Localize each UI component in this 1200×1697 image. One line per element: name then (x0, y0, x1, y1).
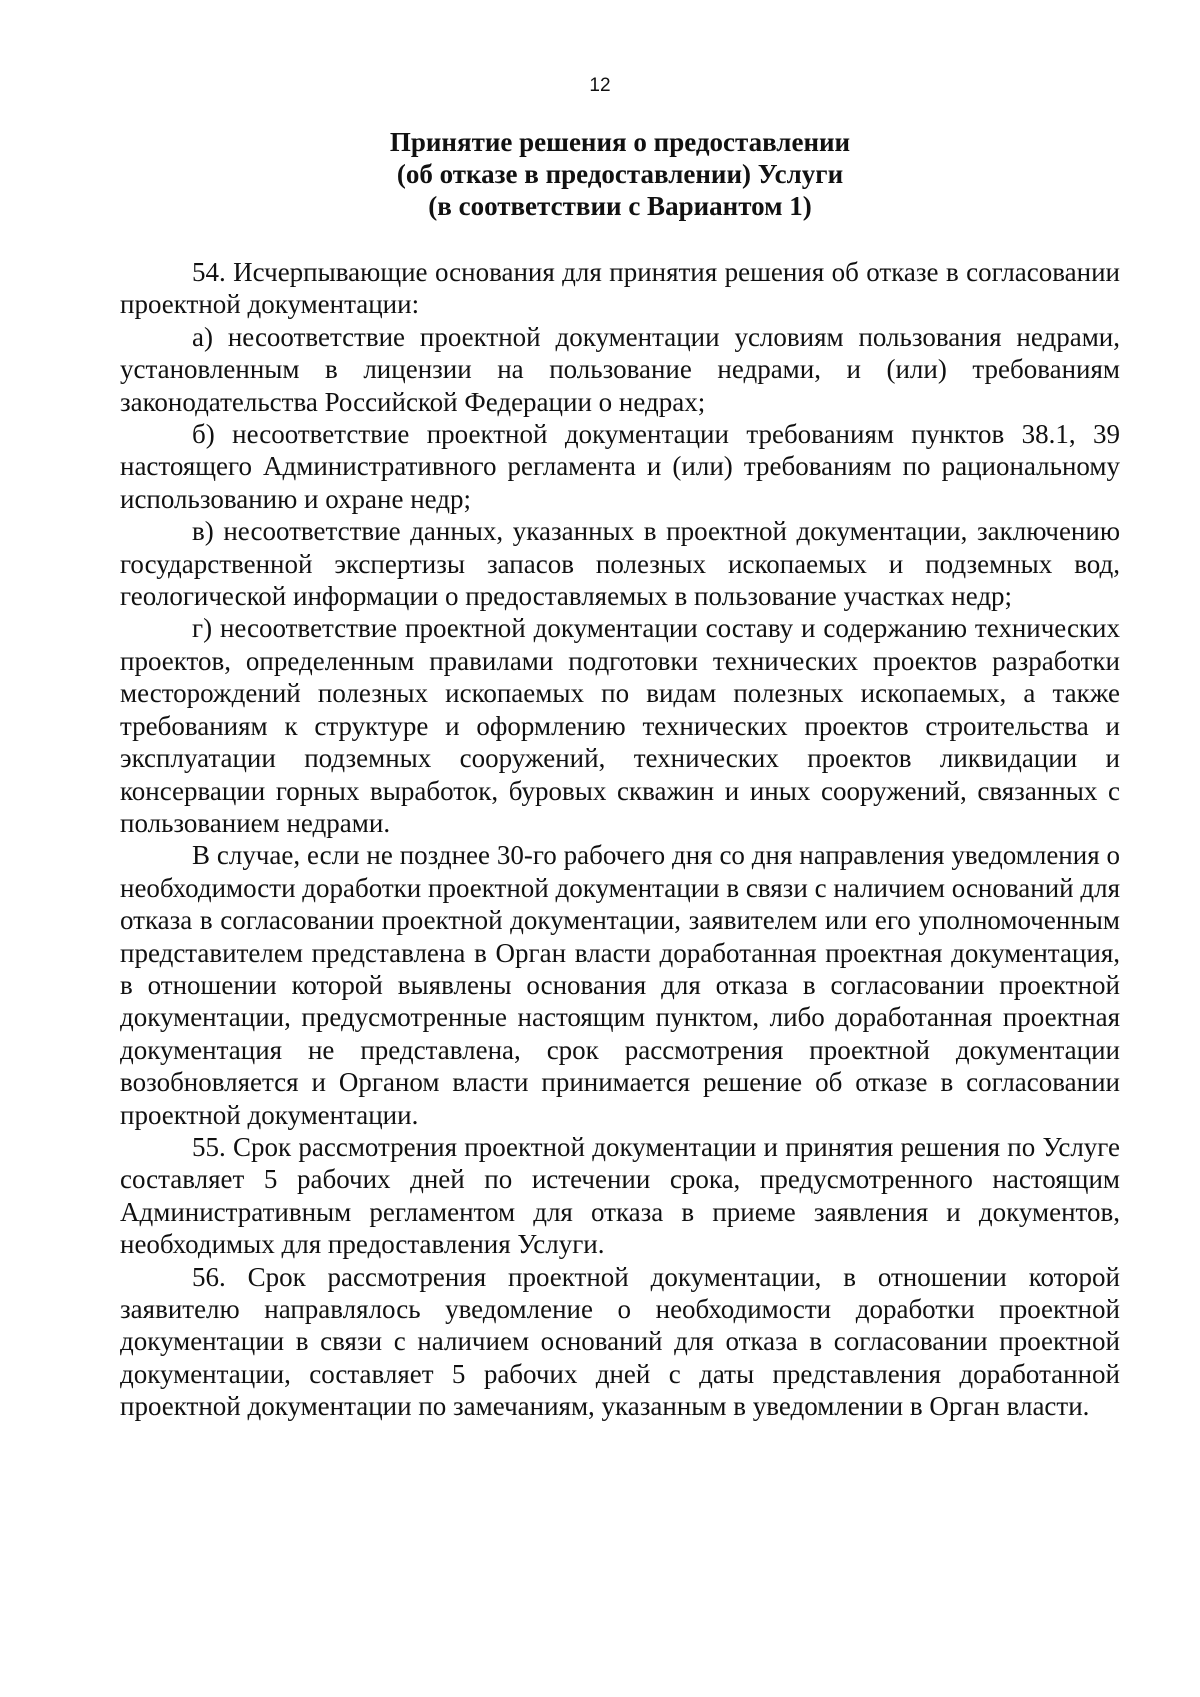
paragraph-54-v: в) несоответствие данных, указанных в проектной документации, заключению государственной экспертизы запасов полезных ископаемых и подземных вод, геологической информации о предоставляемых в пользование участках недр; (120, 516, 1120, 612)
paragraph-54: 54. Исчерпывающие основания для принятия решения об отказе в согласовании проектной документации: (120, 257, 1120, 320)
paragraph-54-g: г) несоответствие проектной документации составу и содержанию технических проектов, определенным правилами подготовки технических проектов разработки месторождений полезных ископаемых по видам полезных ископаемых, а также требованиям к структуре и оформлению технических проектов строительства и эксплуатации подземных сооружений, технических проектов ликвидации и консервации горных выработок, буровых скважин и иных сооружений, связанных с пользованием недрами. (120, 613, 1120, 838)
document-body (120, 256, 1120, 1423)
paragraph-55: 55. Срок рассмотрения проектной документации и принятия решения по Услуге составляет 5 рабочих дней по истечении срока, предусмотренного настоящим Административным регламентом для отказа в приеме заявления и документов, необходимых для предоставления Услуги. (120, 1131, 1120, 1260)
page-number: 12 (589, 75, 611, 96)
heading-line-3: (в соответствии с Вариантом 1) (428, 191, 812, 221)
paragraph-56: 56. Срок рассмотрения проектной документации, в отношении которой заявителю направлялось уведомление о необходимости доработки проектной документации в связи с наличием оснований для отказа в согласовании проектной документации, составляет 5 рабочих дней с даты представления доработанной проектной документации по замечаниям, указанным в уведомлении в Орган власти. (120, 1261, 1120, 1422)
paragraph-54-b: б) несоответствие проектной документации требованиям пунктов 38.1, 39 настоящего Административного регламента и (или) требованиям по рациональному использованию и охране недр; (120, 419, 1120, 514)
heading-line-1: Принятие решения о предоставлении (389, 127, 851, 157)
paragraph-54-case: В случае, если не позднее 30-го рабочего дня со дня направления уведомления о необходимости доработки проектной документации в связи с наличием оснований для отказа в согласовании проектной документации, заявителем или его уполномоченным представителем представлена в Орган власти доработанная проектная документация, в отношении которой выявлены основания для отказа в согласовании проектной документации, предусмотренные настоящим пунктом, либо доработанная проектная документация не представлена, срок рассмотрения проектной документации возобновляется и Органом власти принимается решение об отказе в согласовании проектной документации. (120, 840, 1120, 1130)
heading-line-2: (об отказе в предоставлении) Услуги (396, 159, 844, 189)
section-heading (120, 126, 1120, 222)
paragraph-54-a: а) несоответствие проектной документации условиям пользования недрами, установленным в лицензии на пользование недрами, и (или) требованиям законодательства Российской Федерации о недрах; (120, 321, 1120, 417)
